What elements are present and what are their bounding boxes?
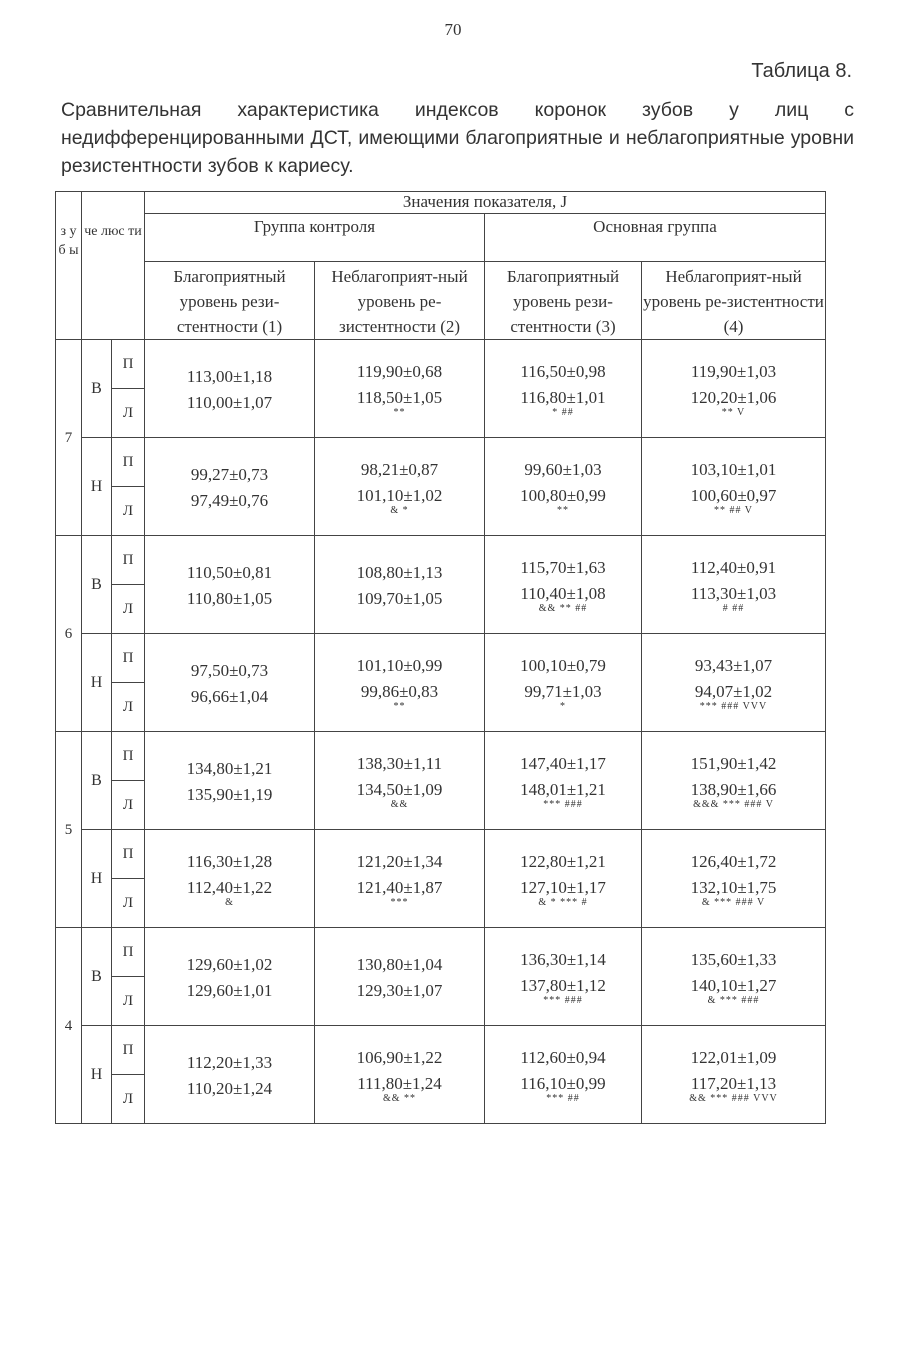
header-col-2: Неблагоприят-ный уровень ре-зистентности (2)	[315, 262, 485, 340]
value-line: 97,49±0,76	[190, 491, 269, 510]
value-line: 113,00±1,18	[186, 367, 273, 386]
surface-label-bottom: Л	[112, 487, 145, 536]
significance-note: # ##	[722, 603, 745, 614]
value-cell	[145, 438, 315, 536]
value-cell	[485, 928, 642, 1026]
significance-note: **	[393, 407, 406, 418]
value-line: 129,60±1,01	[186, 981, 273, 1000]
significance-note: &&	[390, 799, 409, 810]
header-teeth: з у б ы	[56, 192, 82, 340]
significance-note: & * *** #	[538, 897, 588, 908]
header-group-control: Группа контроля	[145, 214, 485, 262]
value-cell	[642, 438, 826, 536]
tooth-number: 7	[56, 340, 82, 536]
page-number: 70	[444, 20, 462, 39]
value-line: 110,50±0,81	[186, 563, 273, 582]
significance-note: &&& *** ### V	[693, 799, 774, 810]
value-cell	[145, 732, 315, 830]
significance-note: & *	[390, 505, 409, 516]
value-line: 115,70±1,63	[520, 558, 606, 577]
significance-note: ***	[390, 897, 409, 908]
value-line: 110,00±1,07	[186, 393, 273, 412]
jaw-label: Н	[82, 1026, 112, 1124]
surface-label-bottom: Л	[112, 781, 145, 830]
value-cell	[145, 634, 315, 732]
significance-note: && **	[382, 1093, 417, 1104]
table-row	[56, 340, 826, 389]
value-line: 101,10±1,02	[356, 486, 443, 505]
value-line: 132,10±1,75	[690, 878, 777, 897]
table-row	[56, 928, 826, 977]
surface-label-top: П	[112, 732, 145, 781]
significance-note: && *** ### VVV	[689, 1093, 778, 1104]
value-line: 112,40±0,91	[690, 558, 777, 577]
value-cell	[145, 1026, 315, 1124]
value-line: 97,50±0,73	[190, 661, 269, 680]
value-line: 121,40±1,87	[356, 878, 443, 897]
value-cell	[485, 340, 642, 438]
header-col-3: Благоприятный уровень рези-стентности (3)	[485, 262, 642, 340]
value-line: 100,80±0,99	[520, 486, 606, 505]
value-cell	[642, 732, 826, 830]
value-line: 116,10±0,99	[520, 1074, 606, 1093]
tooth-number: 6	[56, 536, 82, 732]
significance-note: * ##	[552, 407, 574, 418]
value-cell	[642, 928, 826, 1026]
value-cell	[642, 340, 826, 438]
table-row	[56, 1026, 826, 1075]
table-row	[56, 732, 826, 781]
header-indicator: Значения показателя, J	[145, 192, 826, 214]
surface-label-top: П	[112, 634, 145, 683]
value-line: 116,50±0,98	[520, 362, 606, 381]
surface-label-top: П	[112, 536, 145, 585]
value-cell	[485, 1026, 642, 1124]
value-line: 136,30±1,14	[520, 950, 606, 969]
value-line: 137,80±1,12	[520, 976, 606, 995]
value-line: 99,86±0,83	[360, 682, 439, 701]
jaw-label: В	[82, 340, 112, 438]
value-cell	[315, 536, 485, 634]
value-cell	[642, 536, 826, 634]
value-line: 94,07±1,02	[694, 682, 773, 701]
surface-label-top: П	[112, 1026, 145, 1075]
value-line: 116,80±1,01	[520, 388, 606, 407]
jaw-label: Н	[82, 438, 112, 536]
value-cell	[145, 928, 315, 1026]
value-line: 138,30±1,11	[356, 754, 443, 773]
significance-note: && ** ##	[538, 603, 588, 614]
value-cell	[315, 928, 485, 1026]
significance-note: ** ## V	[713, 505, 754, 516]
value-line: 130,80±1,04	[356, 955, 443, 974]
header-col-4: Неблагоприят-ный уровень ре-зистентности (4)	[642, 262, 826, 340]
header-jaws: че люс ти	[82, 192, 145, 340]
significance-note: ** V	[721, 407, 746, 418]
value-line: 120,20±1,06	[690, 388, 777, 407]
significance-note: *	[560, 701, 566, 712]
value-cell	[145, 340, 315, 438]
value-line: 119,90±1,03	[690, 362, 777, 381]
value-cell	[485, 732, 642, 830]
value-line: 99,60±1,03	[524, 460, 602, 479]
significance-note: & *** ###	[707, 995, 760, 1006]
surface-label-bottom: Л	[112, 1075, 145, 1124]
value-line: 101,10±0,99	[356, 656, 443, 675]
surface-label-bottom: Л	[112, 879, 145, 928]
surface-label-bottom: Л	[112, 585, 145, 634]
value-line: 121,20±1,34	[356, 852, 443, 871]
surface-label-bottom: Л	[112, 389, 145, 438]
value-cell	[485, 536, 642, 634]
table-label: Таблица 8.	[751, 60, 852, 82]
value-line: 135,60±1,33	[690, 950, 777, 969]
value-line: 112,60±0,94	[520, 1048, 606, 1067]
value-cell	[315, 634, 485, 732]
value-line: 116,30±1,28	[186, 852, 273, 871]
surface-label-top: П	[112, 438, 145, 487]
value-cell	[642, 830, 826, 928]
value-line: 129,60±1,02	[186, 955, 273, 974]
value-line: 96,66±1,04	[190, 687, 269, 706]
jaw-label: В	[82, 536, 112, 634]
value-line: 100,10±0,79	[520, 656, 606, 675]
value-line: 134,50±1,09	[356, 780, 443, 799]
jaw-label: Н	[82, 830, 112, 928]
surface-label-bottom: Л	[112, 683, 145, 732]
tooth-number: 4	[56, 928, 82, 1124]
value-line: 122,01±1,09	[690, 1048, 777, 1067]
value-line: 109,70±1,05	[356, 589, 443, 608]
value-cell	[315, 830, 485, 928]
surface-label-top: П	[112, 830, 145, 879]
value-cell	[642, 1026, 826, 1124]
table-row	[56, 634, 826, 683]
value-cell	[315, 438, 485, 536]
significance-note: &	[225, 897, 234, 908]
value-line: 110,20±1,24	[186, 1079, 273, 1098]
surface-label-bottom: Л	[112, 977, 145, 1026]
value-line: 129,30±1,07	[356, 981, 443, 1000]
value-line: 100,60±0,97	[690, 486, 777, 505]
table-caption: Сравнительная характеристика индексов коронок зубов у лиц с недифференцированными ДСТ, имеющими благоприятные и неблагоприятные уровни резистентности зубов к кариесу.	[61, 99, 854, 177]
significance-note: **	[557, 505, 569, 516]
jaw-label: В	[82, 928, 112, 1026]
value-line: 112,40±1,22	[186, 878, 273, 897]
value-cell	[315, 340, 485, 438]
value-line: 122,80±1,21	[520, 852, 606, 871]
surface-label-top: П	[112, 928, 145, 977]
value-line: 99,71±1,03	[524, 682, 602, 701]
value-line: 140,10±1,27	[690, 976, 777, 995]
value-line: 93,43±1,07	[694, 656, 773, 675]
value-line: 147,40±1,17	[520, 754, 606, 773]
value-line: 98,21±0,87	[360, 460, 439, 479]
table-row	[56, 830, 826, 879]
value-line: 134,80±1,21	[186, 759, 273, 778]
surface-label-top: П	[112, 340, 145, 389]
value-line: 138,90±1,66	[690, 780, 777, 799]
value-cell	[485, 830, 642, 928]
value-cell	[315, 732, 485, 830]
table-row	[56, 536, 826, 585]
value-cell	[485, 634, 642, 732]
value-line: 118,50±1,05	[356, 388, 443, 407]
data-table	[55, 191, 826, 1124]
value-line: 113,30±1,03	[690, 584, 777, 603]
significance-note: & *** ### V	[701, 897, 766, 908]
table-row	[56, 438, 826, 487]
value-line: 103,10±1,01	[690, 460, 777, 479]
value-line: 117,20±1,13	[690, 1074, 777, 1093]
header-col-1: Благоприятный уровень рези-стентности (1)	[145, 262, 315, 340]
tooth-number: 5	[56, 732, 82, 928]
value-line: 112,20±1,33	[186, 1053, 273, 1072]
value-line: 110,40±1,08	[520, 584, 606, 603]
value-cell	[642, 634, 826, 732]
value-line: 108,80±1,13	[356, 563, 443, 582]
value-cell	[315, 1026, 485, 1124]
value-line: 126,40±1,72	[690, 852, 777, 871]
value-line: 148,01±1,21	[520, 780, 606, 799]
value-line: 111,80±1,24	[357, 1074, 442, 1093]
value-line: 151,90±1,42	[690, 754, 777, 773]
header-group-main: Основная группа	[485, 214, 826, 262]
significance-note: *** ##	[546, 1093, 580, 1104]
jaw-label: В	[82, 732, 112, 830]
significance-note: *** ###	[543, 995, 583, 1006]
value-cell	[145, 536, 315, 634]
value-line: 106,90±1,22	[356, 1048, 443, 1067]
value-line: 110,80±1,05	[186, 589, 273, 608]
significance-note: *** ### VVV	[699, 701, 768, 712]
value-line: 99,27±0,73	[190, 465, 269, 484]
value-cell	[485, 438, 642, 536]
value-cell	[145, 830, 315, 928]
significance-note: **	[393, 701, 406, 712]
significance-note: *** ###	[543, 799, 583, 810]
value-line: 119,90±0,68	[356, 362, 443, 381]
value-line: 135,90±1,19	[186, 785, 273, 804]
jaw-label: Н	[82, 634, 112, 732]
value-line: 127,10±1,17	[520, 878, 606, 897]
